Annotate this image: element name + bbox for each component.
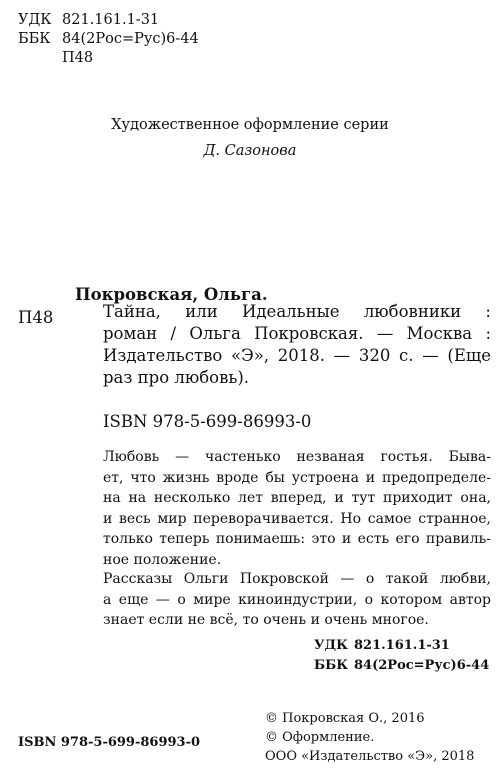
- bbk-label: ББК: [18, 31, 51, 47]
- biblio-line: раз про любовь).: [103, 368, 250, 387]
- annotation-line: знает если не всё, то очень и очень многое.: [103, 612, 429, 628]
- annotation-paragraph-1: [103, 447, 491, 570]
- copyright-design: © Оформление.: [265, 730, 375, 745]
- udk-label-bottom: УДК: [314, 638, 348, 653]
- series-design-credit: Художественное оформление серии: [111, 117, 389, 133]
- classification-bottom: [314, 636, 489, 676]
- bibliographic-description: [103, 301, 491, 389]
- annotation-line: Любовь — частенько незваная гостья. Быва-: [103, 449, 491, 465]
- isbn-bottom: ISBN 978-5-699-86993-0: [18, 735, 201, 750]
- author-code: П48: [18, 308, 54, 327]
- bbk-value-bottom: 84(2Рос=Рус)6-44: [354, 658, 490, 673]
- bbk-row: [18, 30, 199, 49]
- udk-value-bottom: 821.161.1-31: [354, 638, 450, 653]
- author-heading: Покровская, Ольга.: [75, 285, 268, 304]
- udk-label: УДК: [18, 12, 52, 28]
- author-mark-row: [18, 49, 199, 68]
- annotation-line: только теперь понимаешь: это и есть его правиль-: [103, 531, 491, 547]
- author-mark: П48: [62, 50, 94, 66]
- classification-top: [18, 11, 199, 68]
- udk-row: [18, 11, 199, 30]
- copyright-publisher: ООО «Издательство «Э», 2018: [265, 749, 475, 764]
- annotation-paragraph-2: [103, 569, 491, 631]
- biblio-line: Тайна, или Идеальные любовники :: [103, 302, 491, 321]
- annotation-line: и весь мир переворачивается. Но самое странное,: [103, 510, 491, 527]
- annotation-line: ное положение.: [103, 551, 222, 568]
- isbn-main: ISBN 978-5-699-86993-0: [103, 412, 312, 431]
- bbk-row-bottom: [314, 656, 489, 676]
- bbk-value: 84(2Рос=Рус)6-44: [62, 31, 199, 47]
- designer-name: Д. Сазонова: [203, 143, 297, 159]
- bbk-label-bottom: ББК: [314, 658, 349, 673]
- annotation-line: ет, что жизнь вроде бы устроена и предопределе-: [103, 469, 491, 486]
- copyright-author: © Покровская О., 2016: [265, 711, 425, 726]
- biblio-line: Издательство «Э», 2018. — 320 с. — (Еще: [103, 346, 491, 365]
- copyright-block: [265, 709, 474, 766]
- udk-value: 821.161.1-31: [62, 12, 160, 28]
- biblio-line: роман / Ольга Покровская. — Москва :: [103, 324, 491, 343]
- annotation-line: Рассказы Ольги Покровской — о такой любви,: [103, 571, 491, 587]
- annotation-line: а еще — о мире киноиндустрии, о котором автор: [103, 591, 491, 608]
- annotation-line: на на несколько лет вперед, и тут приходит она,: [103, 490, 491, 506]
- udk-row-bottom: [314, 636, 489, 656]
